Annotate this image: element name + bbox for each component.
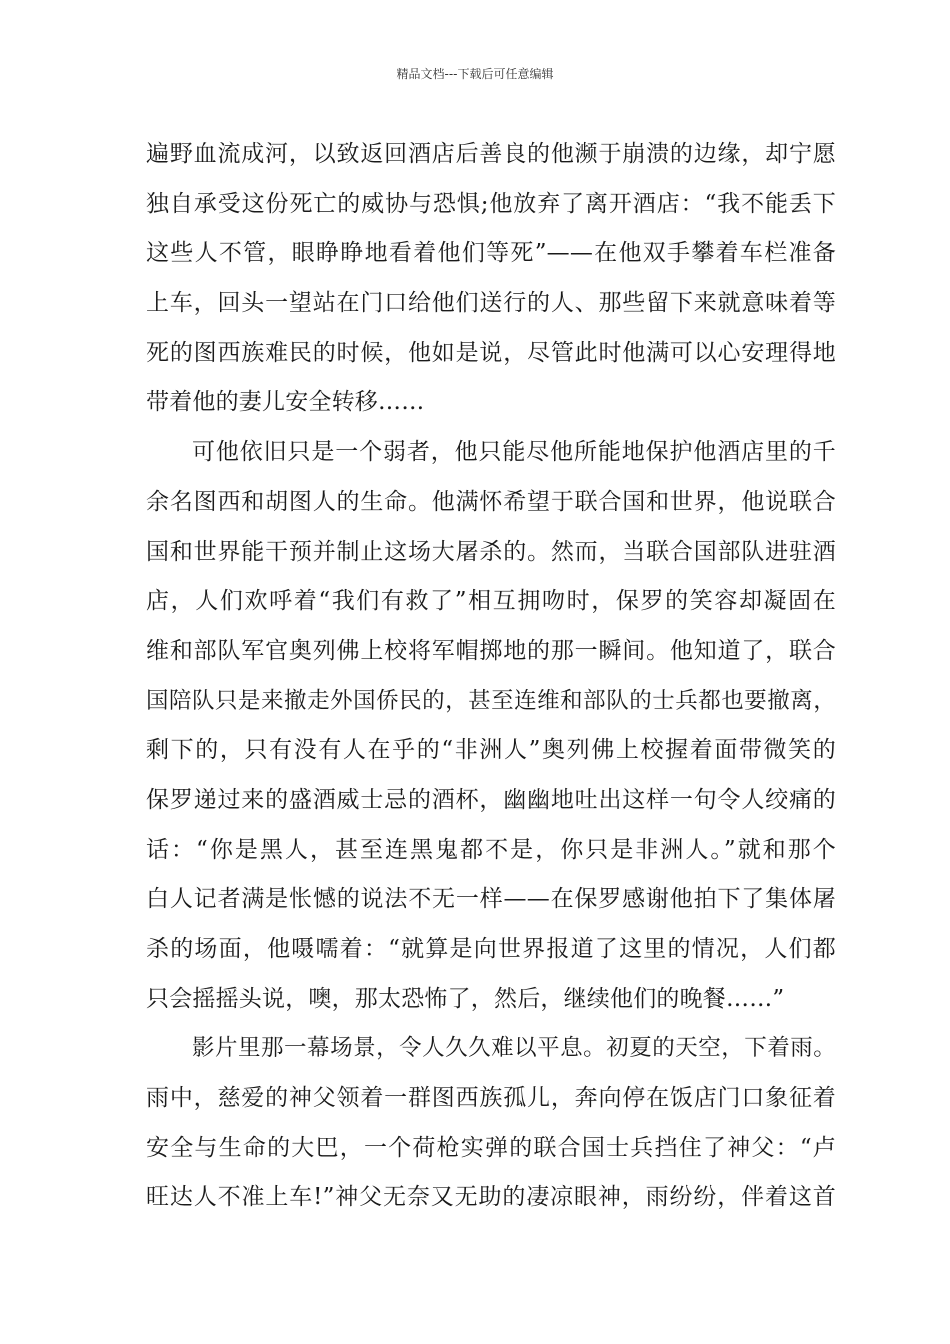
text-line: 话：“你是黑人，甚至连黑鬼都不是，你只是非洲人。”就和那个 [146,836,836,863]
text-line: 国陪队只是来撤走外国侨民的，甚至连维和部队的士兵都也要撤离， [146,687,836,714]
text-line: 带着他的妻儿安全转移…… [146,389,425,416]
text-line: 可他依旧只是一个弱者，他只能尽他所能地保护他酒店里的千 [192,439,836,466]
body-text [146,130,836,1223]
text-line: 上车，回头一望站在门口给他们送行的人、那些留下来就意味着等 [146,290,836,317]
text-line: 遍野血流成河，以致返回酒店后善良的他濒于崩溃的边缘，却宁愿 [146,141,836,167]
page-header: 精品文档---下载后可任意编辑 [396,67,554,81]
text-line: 杀的场面，他嗫嚅着：“就算是向世界报道了这里的情况，人们都 [146,936,836,962]
text-line: 维和部队军官奥列佛上校将军帽掷地的那一瞬间。他知道了，联合 [146,637,836,664]
text-line: 国和世界能干预并制止这场大屠杀的。然而，当联合国部队进驻酒 [146,538,836,565]
text-line: 安全与生命的大巴，一个荷枪实弹的联合国士兵挡住了神父：“卢 [146,1134,836,1161]
text-line: 雨中，慈爱的神父领着一群图西族孤儿，奔向停在饭店门口象征着 [146,1085,836,1112]
text-line: 影片里那一幕场景，令人久久难以平息。初夏的天空，下着雨。 [192,1035,836,1062]
text-line: 这些人不管，眼睁睁地看着他们等死”——在他双手攀着车栏准备 [146,240,836,267]
text-line: 余名图西和胡图人的生命。他满怀希望于联合国和世界，他说联合 [146,488,836,515]
text-line: 死的图西族难民的时候，他如是说，尽管此时他满可以心安理得地 [146,339,836,366]
text-line: 剩下的，只有没有人在乎的“非洲人”奥列佛上校握着面带微笑的 [146,737,836,764]
text-line: 白人记者满是怅憾的说法不无一样——在保罗感谢他拍下了集体屠 [146,886,836,913]
text-line: 只会摇摇头说，噢，那太恐怖了，然后，继续他们的晚餐……” [146,985,785,1012]
text-line: 独自承受这份死亡的威协与恐惧;他放弃了离开酒店：“我不能丢下 [146,190,836,217]
text-line: 保罗递过来的盛酒威士忌的酒杯，幽幽地吐出这样一句令人绞痛的 [146,786,836,813]
text-line: 旺达人不准上车!”神父无奈又无助的凄凉眼神，雨纷纷，伴着这首 [146,1184,836,1211]
text-line: 店，人们欢呼着“我们有救了”相互拥吻时，保罗的笑容却凝固在 [146,588,836,615]
